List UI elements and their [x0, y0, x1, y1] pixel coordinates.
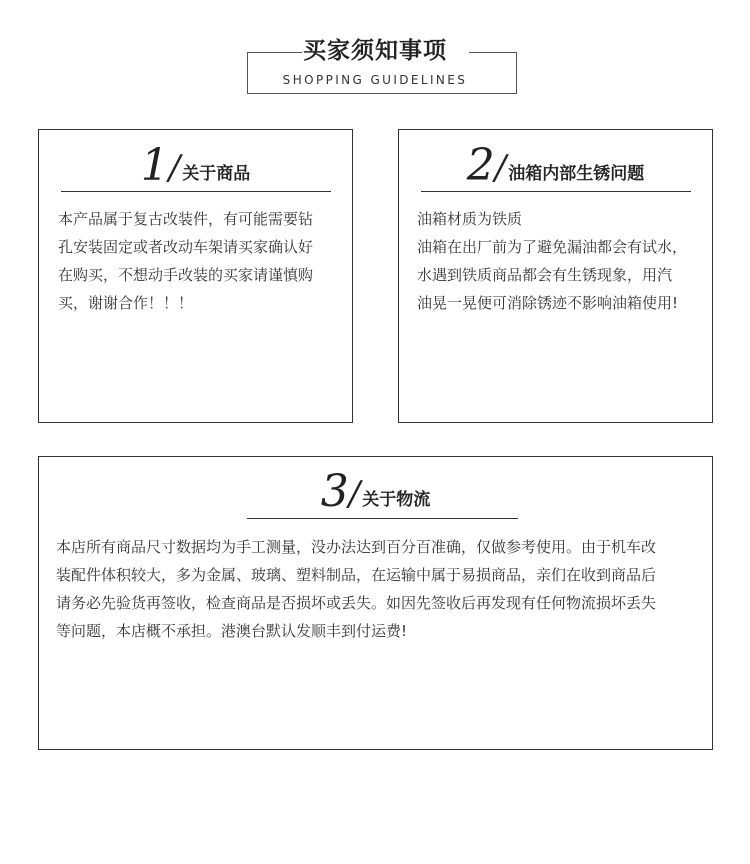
card-body-line: 装配件体积较大，多为金属、玻璃、塑料制品，在运输中属于易损商品，亲们在收到商品后 — [56, 566, 657, 584]
card-body-line: 油箱在出厂前为了避免漏油都会有试水， — [417, 238, 688, 256]
card-divider — [421, 191, 691, 192]
card-body — [417, 205, 712, 317]
card-body-line: 本店所有商品尺寸数据均为手工测量，没办法达到百分百准确，仅做参考使用。由于机车改 — [56, 538, 657, 556]
card-tank-rust — [398, 129, 713, 423]
card-body — [58, 205, 348, 317]
card-body-line: 买，谢谢合作！！！ — [58, 294, 194, 312]
card-body — [56, 533, 711, 645]
card-body-line: 油箱材质为铁质 — [417, 210, 523, 228]
card-divider — [61, 191, 331, 192]
card-number: 1 — [140, 140, 169, 191]
card-heading — [39, 466, 712, 517]
card-title: 油箱内部生锈问题 — [508, 164, 645, 184]
card-about-logistics — [38, 456, 713, 750]
card-body-line: 请务必先验货再签收，检查商品是否损坏或丢失。如因先签收后再发现有任何物流损坏丢失 — [56, 594, 657, 612]
card-body-line: 在购买，不想动手改装的买家请谨慎购 — [58, 266, 314, 284]
page-title: 买家须知事项 — [303, 38, 447, 64]
card-about-product — [38, 129, 353, 423]
page-subtitle: SHOPPING GUIDELINES — [282, 73, 468, 87]
card-slash: / — [494, 148, 507, 188]
card-number: 3 — [320, 466, 349, 517]
card-number: 2 — [466, 140, 495, 191]
card-body-line: 孔安装固定或者改动车架请买家确认好 — [58, 238, 314, 256]
card-body-line: 水遇到铁质商品都会有生锈现象，用汽 — [417, 266, 673, 284]
card-slash: / — [168, 148, 181, 188]
card-heading — [399, 140, 712, 191]
card-body-line: 本产品属于复古改装件，有可能需要钻 — [58, 210, 314, 228]
card-slash: / — [348, 474, 361, 514]
card-title: 关于物流 — [362, 490, 431, 510]
card-heading — [39, 140, 352, 191]
card-body-line: 等问题，本店概不承担。港澳台默认发顺丰到付运费! — [56, 622, 408, 640]
card-divider — [247, 518, 518, 519]
card-title: 关于商品 — [182, 164, 251, 184]
card-body-line: 油晃一晃便可消除锈迹不影响油箱使用! — [417, 294, 679, 312]
